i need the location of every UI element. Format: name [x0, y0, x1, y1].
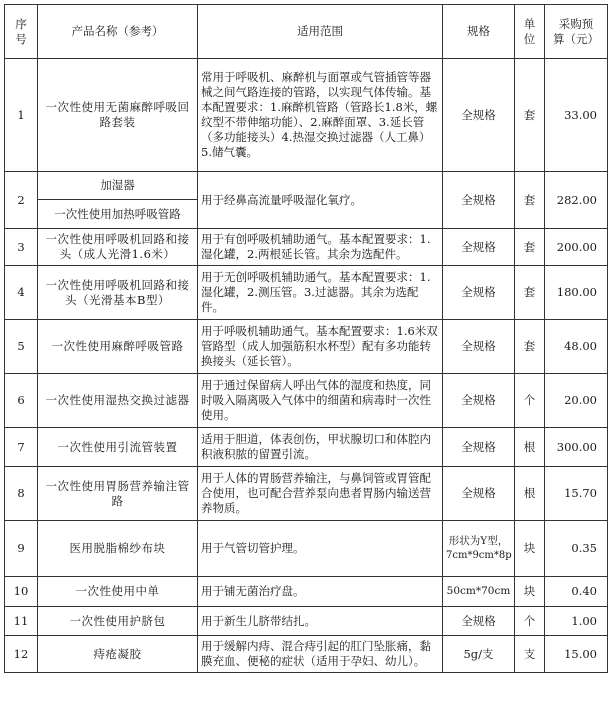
- spec: 5g/支: [443, 636, 515, 673]
- spec: 全规格: [443, 374, 515, 428]
- product-name: 一次性使用呼吸机回路和接头（光滑基本B型）: [38, 266, 198, 320]
- table-row: [5, 577, 608, 607]
- row-no: 4: [5, 266, 38, 320]
- procurement-table: [4, 4, 608, 673]
- table-row: [5, 428, 608, 467]
- product-name: 一次性使用呼吸机回路和接头（成人光滑1.6米）: [38, 229, 198, 266]
- header-budget: 采购预 算（元）: [545, 5, 608, 59]
- usage-scope: 用于通过保留病人呼出气体的湿度和热度，同时吸入隔离吸入气体中的细菌和病毒时一次性使用。: [198, 374, 443, 428]
- table-row: [5, 374, 608, 428]
- unit: 支: [515, 636, 545, 673]
- usage-scope: 适用于胆道，体表创伤，甲状腺切口和体腔内积液积脓的留置引流。: [198, 428, 443, 467]
- unit: 根: [515, 467, 545, 521]
- unit: 套: [515, 266, 545, 320]
- spec: 全规格: [443, 59, 515, 172]
- spec: 形状为Y型， 7cm*9cm*8p: [443, 521, 515, 577]
- spec: 全规格: [443, 467, 515, 521]
- row-no: 6: [5, 374, 38, 428]
- row-no: 11: [5, 607, 38, 636]
- header-no: 序 号: [5, 5, 38, 59]
- usage-scope: 用于铺无菌治疗盘。: [198, 577, 443, 607]
- unit: 套: [515, 320, 545, 374]
- row-no: 8: [5, 467, 38, 521]
- header-scope: 适用范围: [198, 5, 443, 59]
- spec: 全规格: [443, 172, 515, 229]
- unit: 块: [515, 577, 545, 607]
- product-name: 一次性使用无菌麻醉呼吸回路套装: [38, 59, 198, 172]
- header-name: 产品名称（参考）: [38, 5, 198, 59]
- product-name-secondary: 一次性使用加热呼吸管路: [38, 200, 198, 229]
- usage-scope: 用于气管切管护理。: [198, 521, 443, 577]
- table-row: [5, 521, 608, 577]
- row-no: 12: [5, 636, 38, 673]
- row-no: 7: [5, 428, 38, 467]
- budget: 48.00: [545, 320, 608, 374]
- table-row: [5, 320, 608, 374]
- spec: 全规格: [443, 607, 515, 636]
- usage-scope: 用于缓解内痔、混合痔引起的肛门坠胀痛，黏膜充血、便秘的症状（适用于孕妇、幼儿）。: [198, 636, 443, 673]
- unit: 个: [515, 607, 545, 636]
- budget: 15.70: [545, 467, 608, 521]
- product-name: 痔疮凝胶: [38, 636, 198, 673]
- table-row: [5, 266, 608, 320]
- unit: 个: [515, 374, 545, 428]
- usage-scope: 用于呼吸机辅助通气。基本配置要求：1.6米双管路型（成人加强筋积水杯型）配有多功能转换接头（延长管）。: [198, 320, 443, 374]
- budget: 200.00: [545, 229, 608, 266]
- row-no: 9: [5, 521, 38, 577]
- row-no: 5: [5, 320, 38, 374]
- budget: 300.00: [545, 428, 608, 467]
- usage-scope: 用于人体的胃肠营养输注，与鼻饲管或胃管配合使用，也可配合营养泵向患者胃肠内输送营养物质。: [198, 467, 443, 521]
- budget: 20.00: [545, 374, 608, 428]
- product-name: 一次性使用胃肠营养输注管路: [38, 467, 198, 521]
- row-no: 2: [5, 172, 38, 229]
- table-row: [5, 59, 608, 172]
- budget: 1.00: [545, 607, 608, 636]
- usage-scope: 用于无创呼吸机辅助通气。基本配置要求：1.湿化罐，2.测压管。3.过滤器。其余为选配件。: [198, 266, 443, 320]
- table-row: [5, 467, 608, 521]
- usage-scope: 用于经鼻高流量呼吸湿化氧疗。: [198, 172, 443, 229]
- table-row: [5, 172, 608, 200]
- row-no: 3: [5, 229, 38, 266]
- unit: 套: [515, 229, 545, 266]
- product-name: 一次性使用湿热交换过滤器: [38, 374, 198, 428]
- header-unit: 单 位: [515, 5, 545, 59]
- unit: 套: [515, 172, 545, 229]
- spec: 50cm*70cm: [443, 577, 515, 607]
- usage-scope: 常用于呼吸机、麻醉机与面罩或气管插管等器械之间气路连接的管路，以实现气体传输。基本配置要求：1.麻醉机管路（管路长1.8米，螺纹型不带伸缩功能）、2.麻醉面罩、3.延长管（多功能接头）4.热湿交换过滤器（人工鼻）5.储气囊。: [198, 59, 443, 172]
- budget: 33.00: [545, 59, 608, 172]
- budget: 15.00: [545, 636, 608, 673]
- unit: 套: [515, 59, 545, 172]
- header-row: [5, 5, 608, 59]
- unit: 块: [515, 521, 545, 577]
- budget: 180.00: [545, 266, 608, 320]
- row-no: 10: [5, 577, 38, 607]
- product-name: 一次性使用麻醉呼吸管路: [38, 320, 198, 374]
- product-name: 一次性使用引流管装置: [38, 428, 198, 467]
- table-row: [5, 229, 608, 266]
- unit: 根: [515, 428, 545, 467]
- table-row: [5, 636, 608, 673]
- product-name: 一次性使用护脐包: [38, 607, 198, 636]
- usage-scope: 用于新生儿脐带结扎。: [198, 607, 443, 636]
- product-name: 医用脱脂棉纱布块: [38, 521, 198, 577]
- product-name: 加湿器: [38, 172, 198, 200]
- budget: 0.40: [545, 577, 608, 607]
- row-no: 1: [5, 59, 38, 172]
- spec: 全规格: [443, 428, 515, 467]
- spec: 全规格: [443, 320, 515, 374]
- budget: 0.35: [545, 521, 608, 577]
- spec: 全规格: [443, 229, 515, 266]
- usage-scope: 用于有创呼吸机辅助通气。基本配置要求：1.湿化罐，2.两根延长管。其余为选配件。: [198, 229, 443, 266]
- table-row: [5, 607, 608, 636]
- product-name: 一次性使用中单: [38, 577, 198, 607]
- spec: 全规格: [443, 266, 515, 320]
- header-spec: 规格: [443, 5, 515, 59]
- budget: 282.00: [545, 172, 608, 229]
